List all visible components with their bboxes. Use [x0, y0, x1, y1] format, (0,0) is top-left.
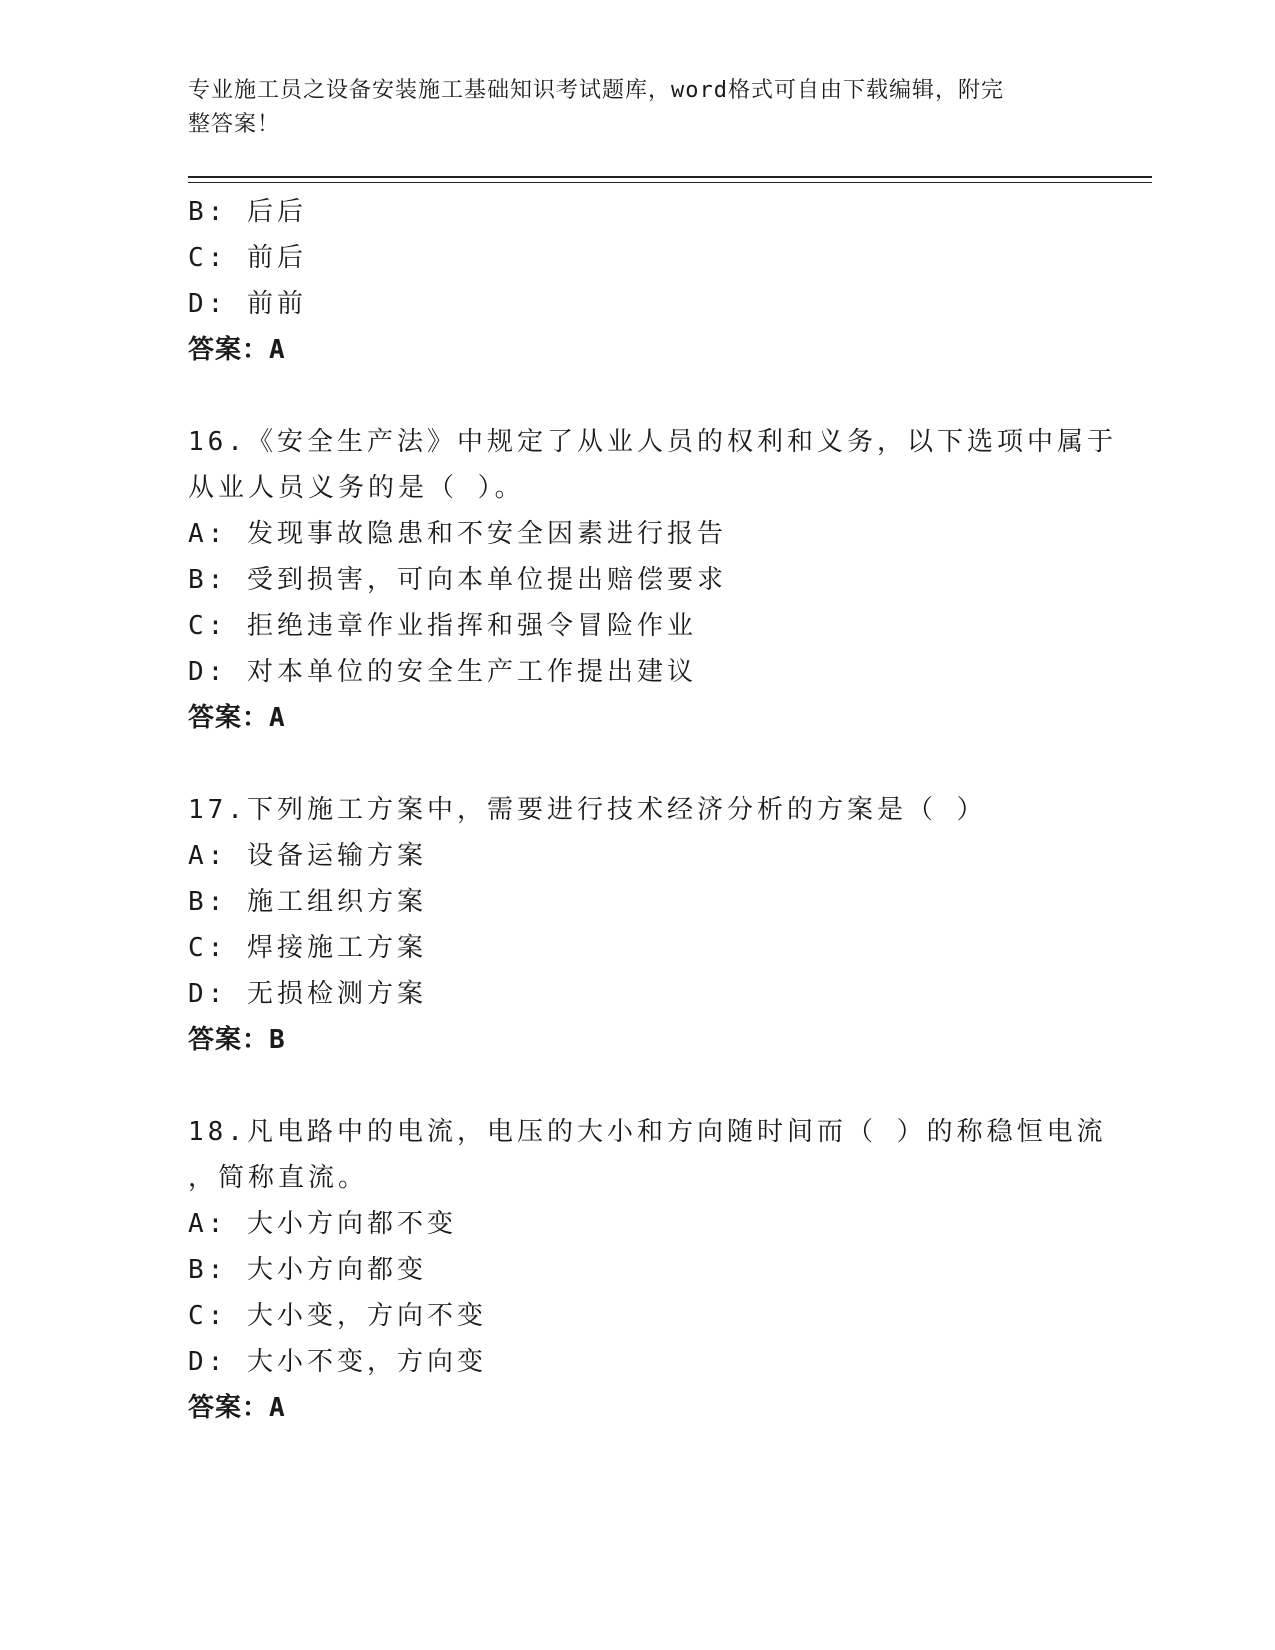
question-stem-line-2: 从业人员义务的是（ ）。: [188, 473, 525, 503]
previous-question-block: [188, 189, 1128, 373]
option-c: C: 焊接施工方案: [188, 933, 427, 963]
header-line-2: 整答案！: [188, 112, 281, 137]
option-a: A: 大小方向都不变: [188, 1209, 457, 1239]
option-d: D: 大小不变，方向变: [188, 1347, 487, 1377]
option-d: D: 对本单位的安全生产工作提出建议: [188, 657, 697, 687]
answer-line: 答案：A: [188, 1393, 286, 1423]
option-a: A: 设备运输方案: [188, 841, 427, 871]
option-d: D: 无损检测方案: [188, 979, 427, 1009]
question-stem-line-1: 17.下列施工方案中，需要进行技术经济分析的方案是（ ）: [188, 795, 987, 825]
option-c: C: 前后: [188, 243, 307, 273]
option-d: D: 前前: [188, 289, 307, 319]
option-b: B: 受到损害，可向本单位提出赔偿要求: [188, 565, 727, 595]
header-rule-thick: [188, 176, 1152, 178]
option-c: C: 拒绝违章作业指挥和强令冒险作业: [188, 611, 697, 641]
option-b: B: 后后: [188, 197, 307, 227]
question-stem-line-2: ，简称直流。: [188, 1163, 369, 1193]
option-b: B: 施工组织方案: [188, 887, 427, 917]
spacer: [188, 741, 1128, 787]
document-header: [188, 74, 1068, 142]
question-block-17: [188, 787, 1128, 1063]
option-b: B: 大小方向都变: [188, 1255, 427, 1285]
header-line-1: 专业施工员之设备安装施工基础知识考试题库，word格式可自由下载编辑，附完: [188, 78, 1004, 103]
question-block-16: [188, 419, 1128, 741]
spacer: [188, 1063, 1128, 1109]
option-c: C: 大小变，方向不变: [188, 1301, 487, 1331]
header-rule-thin: [188, 182, 1152, 183]
question-stem-line-1: 18.凡电路中的电流，电压的大小和方向随时间而（ ）的称稳恒电流: [188, 1117, 1107, 1147]
answer-line: 答案：A: [188, 335, 286, 365]
answer-line: 答案：A: [188, 703, 286, 733]
question-list: [188, 189, 1128, 1431]
option-a: A: 发现事故隐患和不安全因素进行报告: [188, 519, 727, 549]
answer-line: 答案：B: [188, 1025, 286, 1055]
question-stem-line-1: 16.《安全生产法》中规定了从业人员的权利和义务，以下选项中属于: [188, 427, 1117, 457]
question-block-18: [188, 1109, 1128, 1431]
spacer: [188, 373, 1128, 419]
